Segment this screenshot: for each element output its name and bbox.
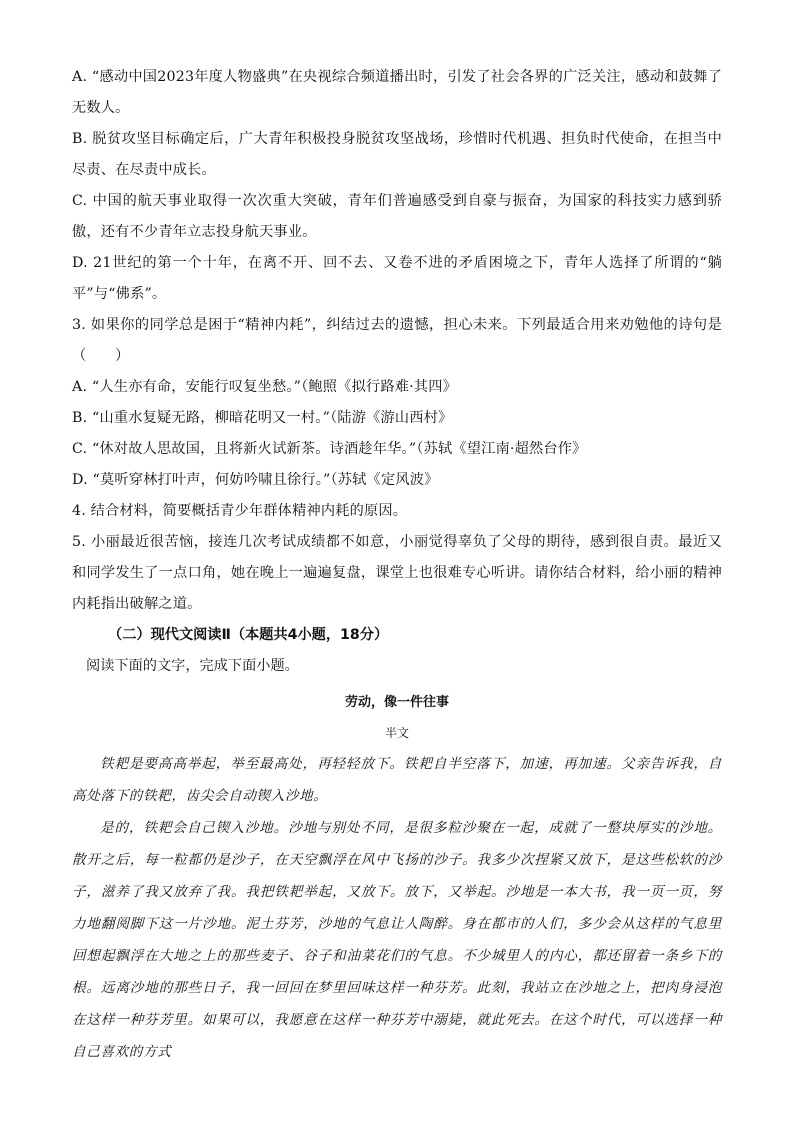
q4-stem: 4. 结合材料，简要概括青少年群体精神内耗的原因。 (72, 503, 408, 519)
q3-option-b: B. “山重水复疑无路，柳暗花明又一村。”（陆游《游山西村》 (72, 410, 453, 426)
q2-option-a: A. “感动中国2023年度人物盛典”在央视综合频道播出时，引发了社会各界的广泛关注，感动和鼓舞了无数人。 (72, 69, 722, 116)
exam-page (72, 62, 722, 1068)
section-heading: （二）现代文阅读Ⅱ（本题共4小题，18分） (108, 627, 389, 643)
q3-stem: 3. 如果你的同学总是困于“精神内耗”，纠结过去的遗憾，担心未来。下列最适合用来劝勉他的诗句是（ ） (72, 317, 722, 364)
q3-option-c: C. “休对故人思故国，且将新火试新茶。诗酒趁年华。”（苏轼《望江南·超然台作》 (72, 441, 587, 457)
section-instruction: 阅读下面的文字，完成下面小题。 (86, 658, 299, 674)
article-title: 劳动，像一件往事 (344, 695, 449, 710)
article-paragraph-2: 是的，铁耙会自己锲入沙地。沙地与别处不同，是很多粒沙聚在一起，成就了一整块厚实的沙地。散开之后，每一粒都仍是沙子，在天空飘浮在风中飞扬的沙子。我多少次捏紧又放下，是这些松软的沙子，滋养了我又放弃了我。我把铁耙举起，又放下。放下，又举起。沙地是一本大书，我一页一页，努力地翻阅脚下这一片沙地。泥土芬芳，沙地的气息让人陶醉。身在都市的人们，多少会从这样的气息里回想起飘浮在大地之上的那些麦子、谷子和油菜花们的气息。不少城里人的内心，都还留着一条乡下的根。远离沙地的那些日子，我一回回在梦里回味这样一种芬芳。此刻，我站立在沙地之上，把肉身浸泡在这样一种芬芳里。如果可以，我愿意在这样一种芬芳中溺毙，就此死去。在这个时代，可以选择一种自己喜欢的方式 (72, 820, 722, 1060)
article-author: 半文 (384, 726, 409, 740)
q2-option-d: D. 21世纪的第一个十年，在离不开、回不去、又卷不进的矛盾困境之下，青年人选择了所谓的“躺平”与“佛系”。 (72, 255, 722, 302)
q2-option-b: B. 脱贫攻坚目标确定后，广大青年积极投身脱贫攻坚战场，珍惜时代机遇、担负时代使命，在担当中尽责、在尽责中成长。 (72, 131, 722, 178)
q3-option-d: D. “莫听穿林打叶声，何妨吟啸且徐行。”（苏轼《定风波》 (72, 472, 439, 488)
article-paragraph-1: 铁耙是要高高举起，举至最高处，再轻轻放下。铁耙自半空落下，加速，再加速。父亲告诉我，自高处落下的铁耙，齿尖会自动锲入沙地。 (72, 756, 722, 804)
q5-stem: 5. 小丽最近很苦恼，接连几次考试成绩都不如意，小丽觉得辜负了父母的期待，感到很自责。最近又和同学发生了一点口角，她在晚上一遍遍复盘，课堂上也很难专心听讲。请你结合材料，给小丽的精神内耗指出破解之道。 (72, 534, 722, 612)
q3-option-a: A. “人生亦有命，安能行叹复坐愁。”（鲍照《拟行路难·其四》 (72, 379, 457, 395)
q2-option-c: C. 中国的航天事业取得一次次重大突破，青年们普遍感受到自豪与振奋，为国家的科技实力感到骄傲，还有不少青年立志投身航天事业。 (72, 193, 722, 240)
